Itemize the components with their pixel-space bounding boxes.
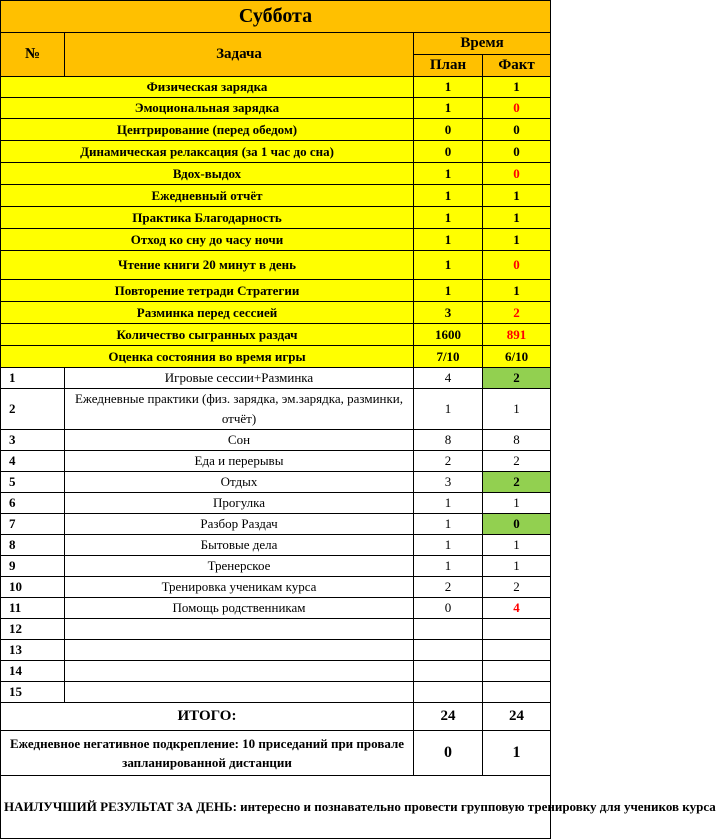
schedule-fact: 1 <box>483 535 551 556</box>
habit-row <box>1 141 551 163</box>
schedule-row <box>1 535 551 556</box>
total-plan: 24 <box>414 703 483 731</box>
habit-plan: 1 <box>414 98 483 119</box>
schedule-task: Сон <box>65 430 414 451</box>
day-title: Суббота <box>1 1 551 33</box>
habit-fact: 0 <box>483 141 551 163</box>
habit-plan: 1 <box>414 207 483 229</box>
schedule-fact <box>483 661 551 682</box>
habit-fact: 1 <box>483 229 551 251</box>
schedule-num: 5 <box>1 472 65 493</box>
habit-plan: 7/10 <box>414 346 483 368</box>
negative-reinforcement-row <box>1 731 551 776</box>
schedule-row <box>1 556 551 577</box>
habit-row <box>1 280 551 302</box>
schedule-fact: 0 <box>483 514 551 535</box>
schedule-num: 13 <box>1 640 65 661</box>
habit-task: Физическая зарядка <box>1 77 414 98</box>
schedule-plan <box>414 661 483 682</box>
schedule-fact: 4 <box>483 598 551 619</box>
schedule-task <box>65 640 414 661</box>
habit-plan: 3 <box>414 302 483 324</box>
habit-fact: 0 <box>483 98 551 119</box>
schedule-fact: 2 <box>483 577 551 598</box>
habit-task: Разминка перед сессией <box>1 302 414 324</box>
habit-fact: 1 <box>483 280 551 302</box>
habit-plan: 1 <box>414 229 483 251</box>
habit-task: Эмоциональная зарядка <box>1 98 414 119</box>
schedule-task <box>65 661 414 682</box>
total-fact: 24 <box>483 703 551 731</box>
schedule-row <box>1 514 551 535</box>
schedule-plan: 2 <box>414 577 483 598</box>
schedule-fact: 8 <box>483 430 551 451</box>
schedule-plan: 1 <box>414 514 483 535</box>
habit-fact: 0 <box>483 251 551 280</box>
schedule-row <box>1 493 551 514</box>
total-label: ИТОГО: <box>1 703 414 731</box>
schedule-num: 4 <box>1 451 65 472</box>
habit-row <box>1 207 551 229</box>
habit-task: Ежедневный отчёт <box>1 185 414 207</box>
habit-plan: 1 <box>414 251 483 280</box>
habit-fact: 891 <box>483 324 551 346</box>
habit-fact: 6/10 <box>483 346 551 368</box>
schedule-task: Помощь родственникам <box>65 598 414 619</box>
schedule-task <box>65 619 414 640</box>
best-result-text: интересно и познавательно провести групповую тренировку для учеников курса <box>236 799 716 814</box>
habit-fact: 0 <box>483 119 551 141</box>
habit-task: Чтение книги 20 минут в день <box>1 251 414 280</box>
schedule-plan: 1 <box>414 556 483 577</box>
schedule-plan: 3 <box>414 472 483 493</box>
best-result-cell <box>1 776 716 839</box>
schedule-fact: 2 <box>483 472 551 493</box>
best-result-label: НАИЛУЧШИЙ РЕЗУЛЬТАТ ЗА ДЕНЬ: <box>4 799 237 814</box>
habit-task: Вдох-выдох <box>1 163 414 185</box>
habit-fact: 1 <box>483 185 551 207</box>
header-num: № <box>1 33 65 77</box>
schedule-row <box>1 661 551 682</box>
habit-plan: 1600 <box>414 324 483 346</box>
habit-row <box>1 163 551 185</box>
schedule-task: Ежедневные практики (физ. зарядка, эм.зарядка, разминки, отчёт) <box>65 389 414 430</box>
habit-plan: 1 <box>414 77 483 98</box>
habit-fact: 0 <box>483 163 551 185</box>
schedule-num: 6 <box>1 493 65 514</box>
schedule-num: 15 <box>1 682 65 703</box>
schedule-row <box>1 368 551 389</box>
schedule-fact: 2 <box>483 368 551 389</box>
habit-plan: 1 <box>414 280 483 302</box>
schedule-plan: 2 <box>414 451 483 472</box>
schedule-fact: 1 <box>483 556 551 577</box>
schedule-plan <box>414 619 483 640</box>
habit-row <box>1 251 551 280</box>
schedule-task <box>65 682 414 703</box>
negative-plan: 0 <box>414 731 483 776</box>
schedule-plan <box>414 682 483 703</box>
header-time: Время <box>414 33 551 55</box>
schedule-num: 9 <box>1 556 65 577</box>
habit-fact: 2 <box>483 302 551 324</box>
schedule-plan: 8 <box>414 430 483 451</box>
schedule-row <box>1 619 551 640</box>
habit-fact: 1 <box>483 207 551 229</box>
habit-fact: 1 <box>483 77 551 98</box>
habit-row <box>1 346 551 368</box>
schedule-row <box>1 451 551 472</box>
total-row <box>1 703 551 731</box>
habit-row <box>1 324 551 346</box>
schedule-num: 10 <box>1 577 65 598</box>
schedule-fact: 2 <box>483 451 551 472</box>
habit-row <box>1 98 551 119</box>
schedule-num: 1 <box>1 368 65 389</box>
schedule-num: 7 <box>1 514 65 535</box>
schedule-task: Прогулка <box>65 493 414 514</box>
habit-task: Отход ко сну до часу ночи <box>1 229 414 251</box>
schedule-fact <box>483 682 551 703</box>
schedule-plan: 4 <box>414 368 483 389</box>
schedule-fact <box>483 619 551 640</box>
schedule-task: Тренерское <box>65 556 414 577</box>
habit-row <box>1 302 551 324</box>
best-result-row <box>1 776 551 839</box>
header-fact: Факт <box>483 55 551 77</box>
schedule-num: 3 <box>1 430 65 451</box>
habit-plan: 0 <box>414 119 483 141</box>
habit-task: Повторение тетради Стратегии <box>1 280 414 302</box>
schedule-task: Игровые сессии+Разминка <box>65 368 414 389</box>
schedule-plan: 1 <box>414 535 483 556</box>
habit-plan: 1 <box>414 163 483 185</box>
schedule-task: Тренировка ученикам курса <box>65 577 414 598</box>
schedule-row <box>1 472 551 493</box>
habit-row <box>1 119 551 141</box>
habit-task: Оценка состояния во время игры <box>1 346 414 368</box>
schedule-task: Еда и перерывы <box>65 451 414 472</box>
schedule-row <box>1 640 551 661</box>
schedule-task: Бытовые дела <box>65 535 414 556</box>
habit-plan: 1 <box>414 185 483 207</box>
schedule-num: 8 <box>1 535 65 556</box>
schedule-fact <box>483 640 551 661</box>
habit-plan: 0 <box>414 141 483 163</box>
habit-task: Количество сыгранных раздач <box>1 324 414 346</box>
habit-task: Динамическая релаксация (за 1 час до сна) <box>1 141 414 163</box>
schedule-row <box>1 682 551 703</box>
habit-task: Практика Благодарность <box>1 207 414 229</box>
schedule-row <box>1 389 551 430</box>
schedule-task: Отдых <box>65 472 414 493</box>
schedule-num: 2 <box>1 389 65 430</box>
schedule-row <box>1 430 551 451</box>
schedule-plan: 0 <box>414 598 483 619</box>
header-plan: План <box>414 55 483 77</box>
schedule-num: 14 <box>1 661 65 682</box>
habit-row <box>1 185 551 207</box>
header-task: Задача <box>65 33 414 77</box>
schedule-row <box>1 577 551 598</box>
schedule-plan: 1 <box>414 389 483 430</box>
schedule-plan <box>414 640 483 661</box>
habit-row <box>1 229 551 251</box>
schedule-task: Разбор Раздач <box>65 514 414 535</box>
schedule-row <box>1 598 551 619</box>
schedule-plan: 1 <box>414 493 483 514</box>
schedule-fact: 1 <box>483 493 551 514</box>
habit-row <box>1 77 551 98</box>
schedule-num: 11 <box>1 598 65 619</box>
habit-task: Центрирование (перед обедом) <box>1 119 414 141</box>
schedule-fact: 1 <box>483 389 551 430</box>
negative-reinforcement-text: Ежедневное негативное подкрепление: 10 приседаний при провале запланированной дистанции <box>1 731 414 776</box>
schedule-num: 12 <box>1 619 65 640</box>
negative-fact: 1 <box>483 731 551 776</box>
